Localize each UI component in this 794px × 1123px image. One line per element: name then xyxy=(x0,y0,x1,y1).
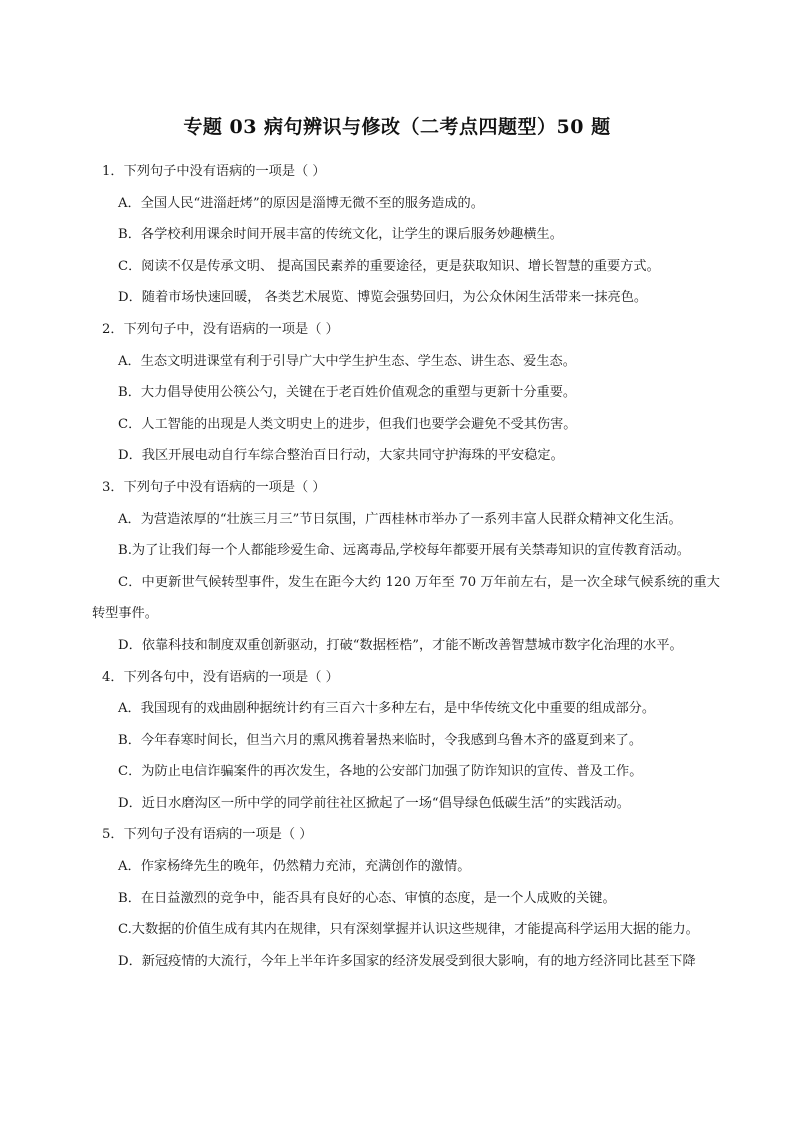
option-b: B．在日益激烈的竞争中，能否具有良好的心态、审慎的态度，是一个人成败的关键。 xyxy=(118,890,616,906)
question-5 xyxy=(92,819,720,977)
question-list xyxy=(92,156,720,977)
question-stem: 2．下列句子中，没有语病的一项是（ ） xyxy=(102,321,339,337)
option-c: C．中更新世气候转型事件，发生在距今大约 120 万年至 70 万年前左右，是一次全球气候系统的重大转型事件。 xyxy=(92,574,720,622)
question-stem: 1．下列句子中没有语病的一项是（ ） xyxy=(102,164,326,179)
option-c: C．为防止电信诈骗案件的再次发生，各地的公安部门加强了防诈知识的宣传、普及工作。 xyxy=(118,764,643,780)
option-a: A．我国现有的戏曲剧种据统计约有三百六十多种左右，是中华传统文化中重要的组成部分。 xyxy=(118,701,656,717)
page-title: 专题 03 病句辨识与修改（二考点四题型）50 题 xyxy=(183,116,611,138)
option-a: A．生态文明进课堂有利于引导广大中学生护生态、学生态、讲生态、爱生态。 xyxy=(118,353,576,369)
option-a: A．全国人民“进淄赶烤”的原因是淄博无微不至的服务造成的。 xyxy=(118,195,484,211)
option-a: A．作家杨绛先生的晚年，仍然精力充沛，充满创作的激情。 xyxy=(118,859,471,875)
option-d: D．近日水磨沟区一所中学的同学前往社区掀起了一场“倡导绿色低碳生活”的实践活动。 xyxy=(118,795,630,811)
option-c: C．人工智能的出现是人类文明史上的进步，但我们也要学会避免不受其伤害。 xyxy=(118,416,577,432)
question-stem: 4．下列各句中，没有语病的一项是（ ） xyxy=(102,669,339,685)
option-d: D．我区开展电动自行车综合整治百日行动，大家共同守护海珠的平安稳定。 xyxy=(118,448,564,464)
question-1 xyxy=(92,156,720,314)
option-c: C．阅读不仅是传承文明、 提高国民素养的重要途径，更是获取知识、增长智慧的重要方式。 xyxy=(118,258,660,274)
question-2 xyxy=(92,314,720,472)
option-d: D．随着市场快速回暖， 各类艺术展览、博览会强势回归，为公众休闲生活带来一抹亮色。 xyxy=(118,290,648,306)
option-b: B．今年春寒时间长，但当六月的熏风携着暑热来临时，令我感到乌鲁木齐的盛夏到来了。 xyxy=(118,732,642,748)
option-b: B.为了让我们每一个人都能珍爱生命、远离毒品,学校每年都要开展有关禁毒知识的宣传教育活动。 xyxy=(118,543,690,559)
option-d: D．新冠疫情的大流行，今年上半年许多国家的经济发展受到很大影响，有的地方经济同比甚至下降 xyxy=(118,953,696,969)
option-c: C.大数据的价值生成有其内在规律，只有深刻掌握并认识这些规律，才能提高科学运用大据的能力。 xyxy=(118,922,699,938)
option-a: A．为营造浓厚的“壮族三月三”节日氛围，广西桂林市举办了一系列丰富人民群众精神文化生活。 xyxy=(118,511,682,527)
question-stem: 5．下列句子没有语病的一项是（ ） xyxy=(102,827,313,843)
option-b: B．大力倡导使用公筷公勺，关键在于老百姓价值观念的重塑与更新十分重要。 xyxy=(118,385,577,401)
question-3 xyxy=(92,472,720,662)
option-d: D．依靠科技和制度双重创新驱动，打破“数据桎梏”，才能不断改善智慧城市数字化治理的水平。 xyxy=(118,637,683,653)
question-4 xyxy=(92,662,720,820)
question-stem: 3．下列句子中没有语病的一项是（ ） xyxy=(102,479,326,495)
option-b: B．各学校利用课余时间开展丰富的传统文化，让学生的课后服务妙趣横生。 xyxy=(118,227,563,243)
